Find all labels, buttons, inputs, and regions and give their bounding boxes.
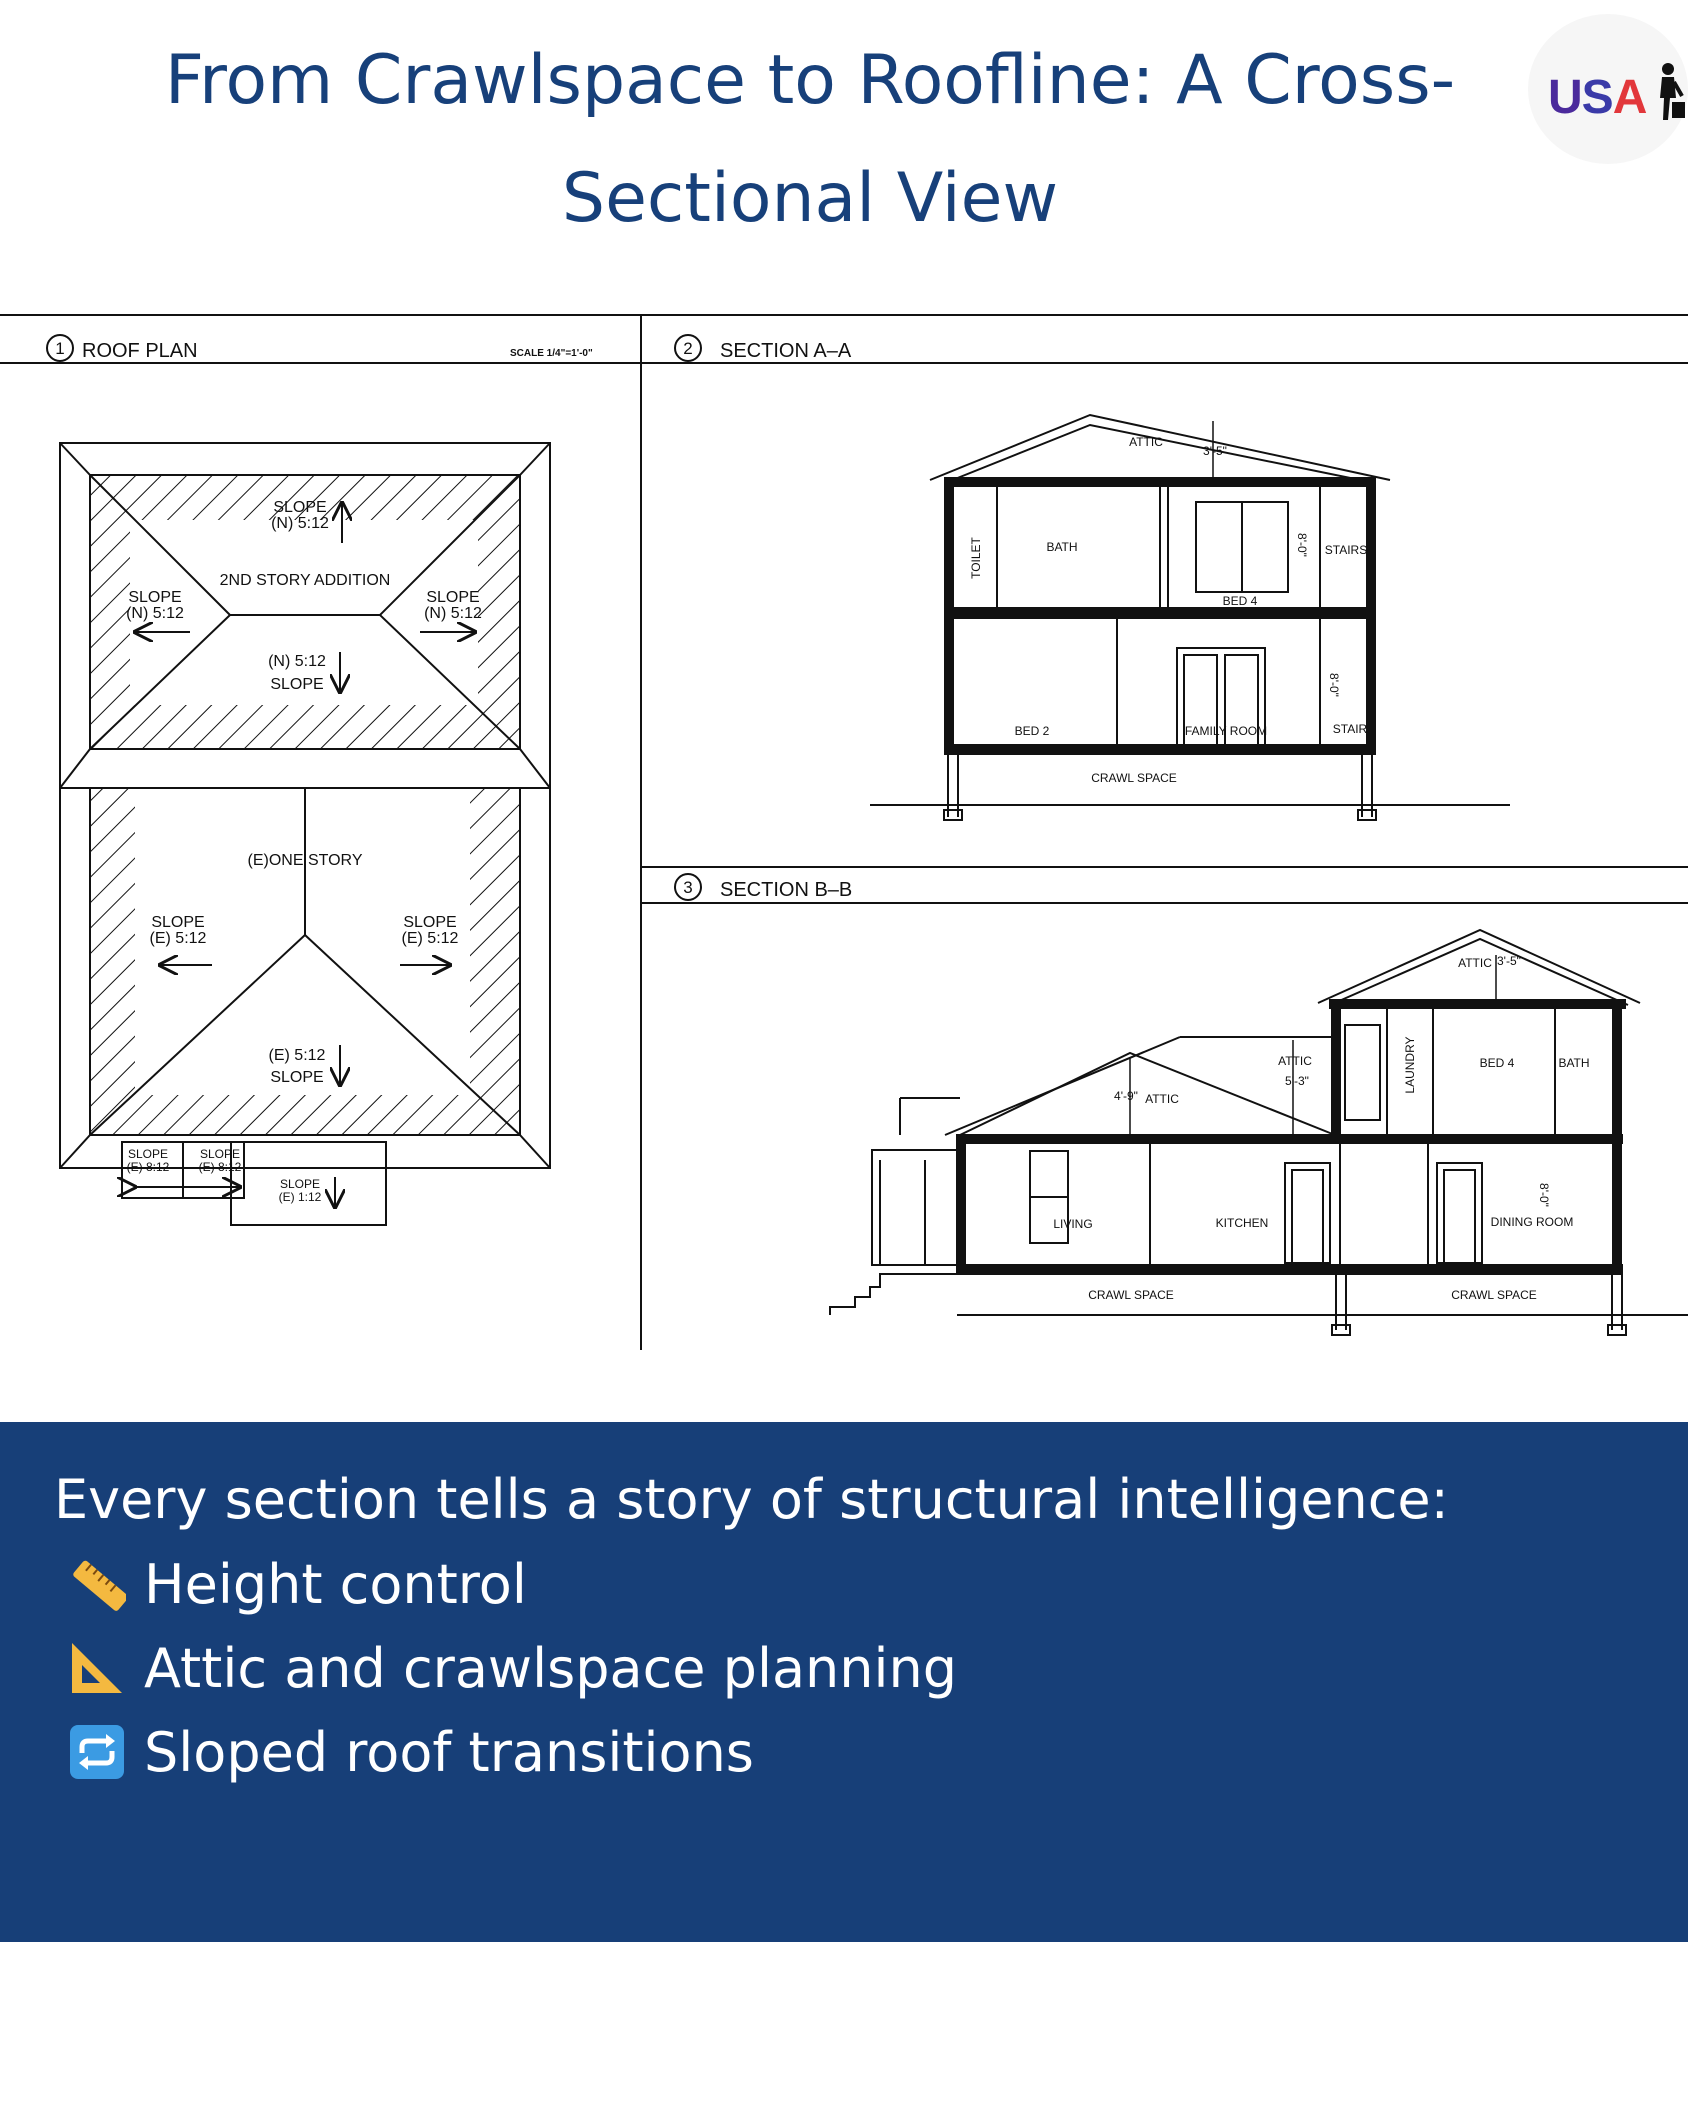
roof-plan-scale: SCALE 1/4"=1'-0": [510, 348, 593, 359]
bb-attic-low: ATTIC: [1145, 1092, 1179, 1106]
rp-porch-3a: SLOPE: [279, 1177, 321, 1191]
rp-e-bottom-1: (E) 5:12: [268, 1047, 326, 1064]
repeat-arrows-icon: [66, 1721, 128, 1783]
aa-stairs: STAIRS: [1324, 543, 1368, 557]
bb-dining-room: DINING ROOM: [1490, 1215, 1574, 1229]
rp-porch-2a: SLOPE: [199, 1147, 241, 1161]
bullet-sloped-roof: [66, 1717, 754, 1787]
info-panel: [0, 1422, 1688, 1942]
aa-family-room: FAMILY ROOM: [1184, 724, 1268, 738]
bb-kitchen: KITCHEN: [1215, 1216, 1269, 1230]
bb-bed4: BED 4: [1479, 1056, 1515, 1070]
rp-slope-top-2: (N) 5:12: [271, 515, 329, 532]
bullet-text: Height control: [144, 1552, 527, 1616]
aa-crawl-space: CRAWL SPACE: [1091, 771, 1177, 785]
rp-e-right-1: SLOPE: [403, 914, 457, 931]
panel-intro: Every section tells a story of structural intelligence:: [54, 1468, 1449, 1531]
rp-slope-mid-1: (N) 5:12: [268, 653, 326, 670]
section-bb-title: SECTION B–B: [720, 879, 853, 901]
person-with-suitcase-icon: [1652, 62, 1686, 124]
roof-plan-title: ROOF PLAN: [82, 340, 198, 362]
aa-attic: ATTIC: [1129, 435, 1163, 449]
ruler-icon: [66, 1553, 128, 1615]
rp-porch-2b: (E) 8:12: [198, 1160, 242, 1174]
usa-logo: [1528, 14, 1688, 164]
aa-attic-height: 3'-5": [1203, 444, 1227, 458]
section-bb-number: 3: [683, 878, 693, 897]
triangular-ruler-icon: [66, 1637, 128, 1699]
roof-plan: [47, 335, 593, 1225]
aa-stair: STAIR: [1332, 722, 1368, 736]
aa-ceiling-1: 8'-0": [1295, 533, 1309, 557]
bullet-text: Sloped roof transitions: [144, 1720, 754, 1784]
architectural-drawing-sheet: [0, 305, 1688, 1360]
rp-slope-mid-2: SLOPE: [270, 676, 324, 693]
logo-text: USA: [1548, 71, 1647, 124]
bullet-height-control: [66, 1549, 527, 1619]
aa-bath: BATH: [1046, 540, 1078, 554]
rp-porch-3b: (E) 1:12: [278, 1190, 322, 1204]
rp-slope-left-2: (N) 5:12: [126, 605, 184, 622]
rp-e-left-2: (E) 5:12: [149, 930, 207, 947]
bb-ceiling: 8'-0": [1537, 1183, 1551, 1207]
rp-e-left-1: SLOPE: [151, 914, 205, 931]
bb-attic-upper: ATTIC: [1458, 956, 1492, 970]
section-aa-heading: [675, 335, 852, 362]
bullet-attic-crawlspace: [66, 1633, 957, 1703]
bullet-text: Attic and crawlspace planning: [144, 1636, 958, 1700]
rp-one-story: (E)ONE STORY: [247, 852, 363, 869]
rp-porch-1b: (E) 8:12: [126, 1160, 170, 1174]
aa-toilet: TOILET: [969, 537, 983, 579]
section-aa-number: 2: [683, 339, 693, 358]
title-line-2: Sectional View: [561, 159, 1059, 238]
page-title: [60, 22, 1560, 258]
bb-bath: BATH: [1558, 1056, 1590, 1070]
bb-attic-mid-height: 5'-3": [1285, 1074, 1309, 1088]
roof-plan-heading: [47, 335, 593, 362]
section-b-b: [675, 874, 1688, 1335]
bb-living: LIVING: [1053, 1217, 1093, 1231]
bb-laundry: LAUNDRY: [1403, 1036, 1417, 1094]
section-a-a: [675, 335, 1510, 820]
sheet-frame: [0, 315, 1688, 1350]
rp-slope-top-1: SLOPE: [273, 499, 327, 516]
section-bb-heading: [675, 874, 852, 901]
bb-attic-low-height: 4'-9": [1114, 1089, 1138, 1103]
rp-slope-right-1: SLOPE: [426, 589, 480, 606]
rp-e-right-2: (E) 5:12: [401, 930, 459, 947]
aa-bed2: BED 2: [1014, 724, 1050, 738]
bb-attic-upper-height: 3'-5": [1497, 954, 1521, 968]
bb-crawl-right: CRAWL SPACE: [1451, 1288, 1537, 1302]
roof-plan-number: 1: [55, 339, 65, 358]
rp-slope-right-2: (N) 5:12: [424, 605, 482, 622]
section-aa-title: SECTION A–A: [720, 340, 852, 362]
rp-slope-left-1: SLOPE: [128, 589, 182, 606]
rp-porch-1a: SLOPE: [127, 1147, 169, 1161]
aa-bed4: BED 4: [1222, 594, 1258, 608]
rp-addition: 2ND STORY ADDITION: [219, 572, 391, 589]
bb-crawl-left: CRAWL SPACE: [1088, 1288, 1174, 1302]
title-line-1: From Crawlspace to Roofline: A Cross-: [164, 41, 1456, 120]
bb-attic-mid: ATTIC: [1278, 1054, 1312, 1068]
rp-e-bottom-2: SLOPE: [270, 1069, 324, 1086]
aa-ceiling-2: 8'-0": [1327, 673, 1341, 697]
